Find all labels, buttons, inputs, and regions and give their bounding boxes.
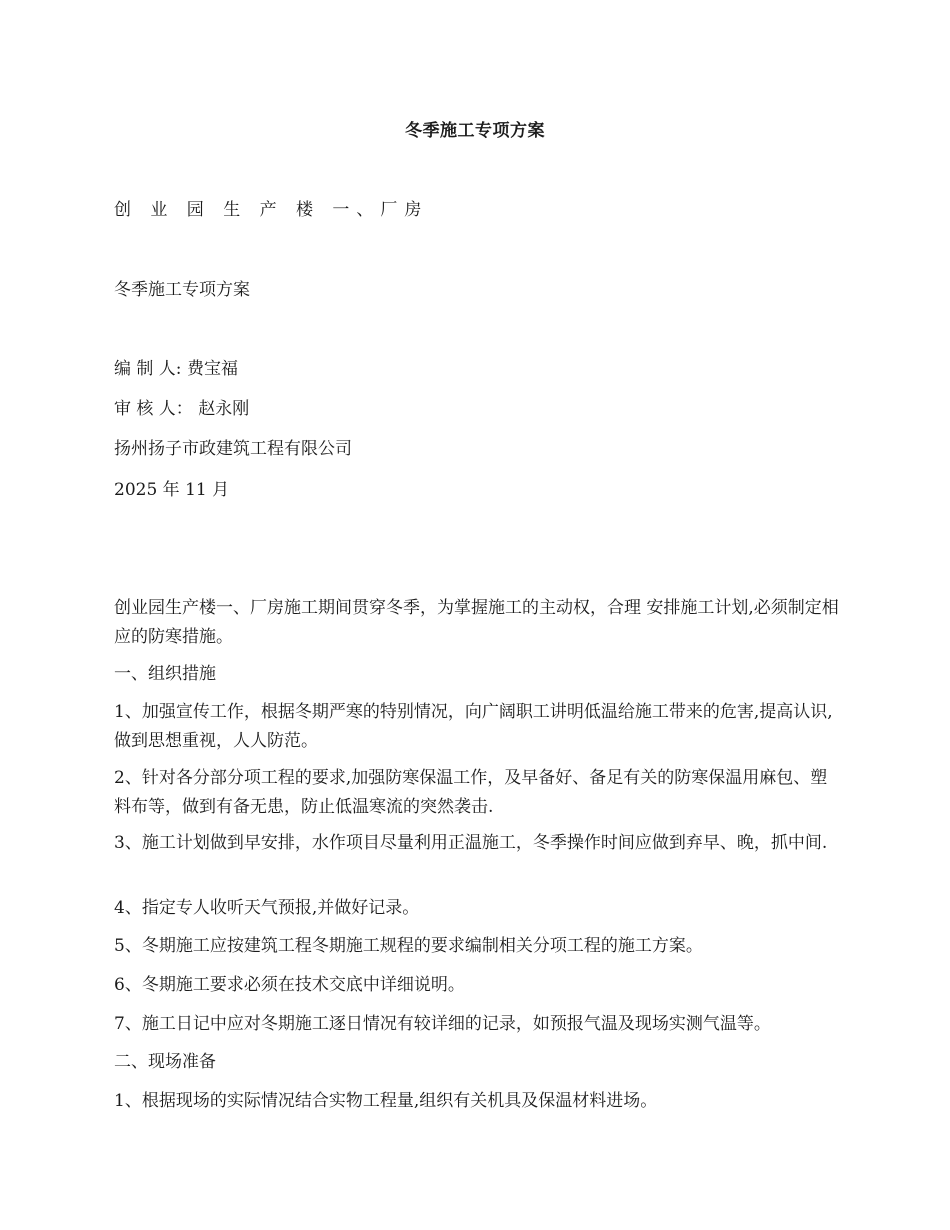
document-title: 冬季施工专项方案 (405, 121, 545, 141)
list-item: 1、根据现场的实际情况结合实物工程量,组织有关机具及保温材料进场。 (114, 1091, 658, 1111)
list-item: 2、针对各分部分项工程的要求,加强防寒保温工作，及早备好、备足有关的防寒保温用麻包、塑料布等，做到有备无患，防止低温寒流的突然袭击. (114, 768, 828, 817)
cover-date: 2025 年 11 月 (114, 480, 230, 500)
cover-company: 扬州扬子市政建筑工程有限公司 (114, 439, 352, 459)
cover-editor: 编 制 人: 费宝福 (114, 359, 238, 379)
list-item: 7、施工日记中应对冬期施工逐日情况有较详细的记录，如预报气温及现场实测气温等。 (114, 1014, 771, 1034)
list-item: 6、冬期施工要求必须在技术交底中详细说明。 (114, 975, 465, 995)
cover-reviewer: 审 核 人： 赵永刚 (114, 399, 250, 419)
cover-project-name: 创 业 园 生 产 楼 一、厂房 (114, 200, 429, 220)
section-heading-site-preparation: 二、现场准备 (114, 1052, 216, 1072)
list-item: 3、施工计划做到早安排，水作项目尽量利用正温施工，冬季操作时间应做到弃早、晚，抓中间. (114, 833, 828, 853)
section-heading-organization: 一、组织措施 (114, 664, 216, 684)
list-item: 4、指定专人收听天气预报,并做好记录。 (114, 898, 420, 918)
cover-document-name: 冬季施工专项方案 (114, 280, 250, 300)
list-item: 5、冬期施工应按建筑工程冬期施工规程的要求编制相关分项工程的施工方案。 (114, 936, 703, 956)
list-item: 1、加强宣传工作，根据冬期严寒的特别情况，向广阔职工讲明低温给施工带来的危害,提高认识,做到思想重视，人人防范。 (114, 702, 833, 751)
intro-paragraph: 创业园生产楼一、厂房施工期间贯穿冬季，为掌握施工的主动权，合理 安排施工计划,必须制定相应的防寒措施。 (114, 598, 839, 647)
